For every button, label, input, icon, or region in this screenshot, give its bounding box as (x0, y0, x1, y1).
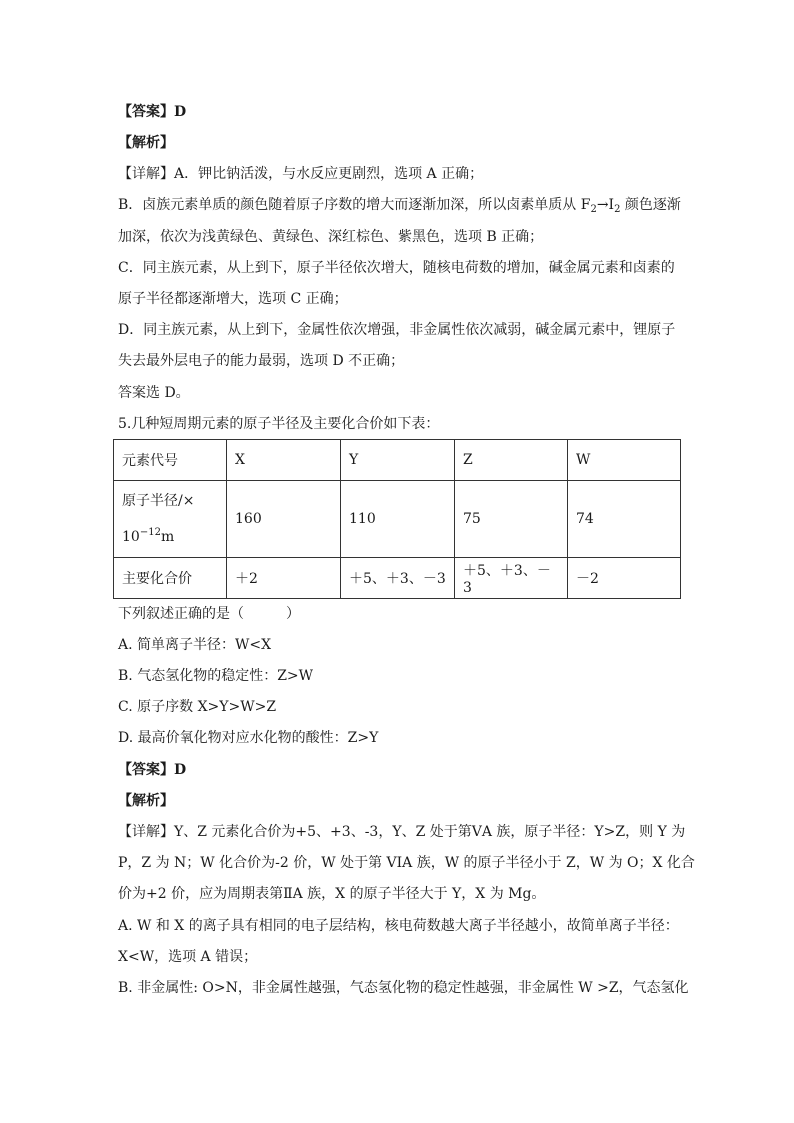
table-row (114, 481, 681, 558)
q5-analysis-heading: 【解析】 (118, 793, 174, 809)
q4-detail-b-line2: 加深，依次为浅黄绿色、黄绿色、深红棕色、紫黑色，选项 B 正确； (118, 229, 544, 245)
table-row (114, 558, 681, 599)
table-cell: ＋5、＋3、－3 (455, 558, 568, 599)
table-cell: －2 (568, 558, 681, 599)
radius-label-cell: 原子半径/× $10^{-12}m$ (114, 481, 227, 558)
table-header-cell: Z (455, 440, 568, 481)
table-cell: ＋5、＋3、－3 (341, 558, 455, 599)
table-header-cell: X (227, 440, 341, 481)
q5-answer: 【答案】D (118, 762, 187, 778)
q5-prompt: 下列叙述正确的是（ ） (118, 606, 300, 622)
element-table (113, 439, 681, 599)
q4-detail-a: 【详解】A．钾比钠活泼，与水反应更剧烈，选项 A 正确； (118, 166, 484, 182)
table-cell: 110 (341, 481, 455, 558)
q4-conclusion: 答案选 D。 (118, 385, 190, 401)
q5-detail-line3: 价为+2 价，应为周期表第ⅡA 族，X 的原子半径大于 Y，X 为 Mg。 (118, 886, 546, 902)
table-cell: 160 (227, 481, 341, 558)
q5-detail-line1: 【详解】Y、Z 元素化合价为+5、+3、-3，Y、Z 处于第ⅤA 族，原子半径：Y>Z，则 Y 为 (118, 824, 686, 840)
q5-stem: 5.几种短周期元素的原子半径及主要化合价如下表： (118, 416, 440, 432)
q5-explain-a-line1: A. W 和 X 的离子具有相同的电子层结构，核电荷数越大离子半径越小，故简单离子半径： (118, 918, 679, 934)
table-header-cell: Y (341, 440, 455, 481)
q4-detail-c-line2: 原子半径都逐渐增大，选项 C 正确； (118, 291, 348, 307)
table-cell: 74 (568, 481, 681, 558)
table-header-cell: W (568, 440, 681, 481)
table-cell: ＋2 (227, 558, 341, 599)
q5-option-b: B. 气态氢化物的稳定性：Z>W (118, 668, 314, 684)
q4-detail-d-line1: D．同主族元素，从上到下，金属性依次增强，非金属性依次减弱，碱金属元素中，锂原子 (118, 322, 676, 338)
q4-answer: 【答案】D (118, 104, 187, 120)
q5-option-a: A. 简单离子半径：W<X (118, 637, 272, 653)
table-cell: 75 (455, 481, 568, 558)
q4-detail-d-line2: 失去最外层电子的能力最弱，选项 D 不正确； (118, 353, 405, 369)
q5-explain-a-line2: X<W，选项 A 错误； (118, 949, 258, 965)
q5-detail-line2: P，Z 为 N；W 化合价为-2 价，W 处于第 VIA 族，W 的原子半径小于 Z，W 为 O；X 化合 (118, 855, 695, 871)
q4-detail-b-line1: B．卤族元素单质的颜色随着原子序数的增大而逐渐加深，所以卤素单质从 $F_2\to I_2$ 颜色逐渐 (118, 197, 681, 215)
table-row (114, 440, 681, 481)
q4-detail-c-line1: C．同主族元素，从上到下，原子半径依次增大，随核电荷数的增加，碱金属元素和卤素的 (118, 260, 675, 276)
table-header-cell: 元素代号 (114, 440, 227, 481)
valence-label-cell: 主要化合价 (114, 558, 227, 599)
q5-option-d: D. 最高价氧化物对应水化物的酸性：Z>Y (118, 730, 379, 746)
q5-option-c: C. 原子序数 X>Y>W>Z (118, 699, 277, 715)
q5-explain-b-line1: B. 非金属性: O>N，非金属性越强，气态氢化物的稳定性越强，非金属性 W >Z，气态氢化 (118, 980, 689, 996)
q4-analysis-heading: 【解析】 (118, 135, 174, 151)
